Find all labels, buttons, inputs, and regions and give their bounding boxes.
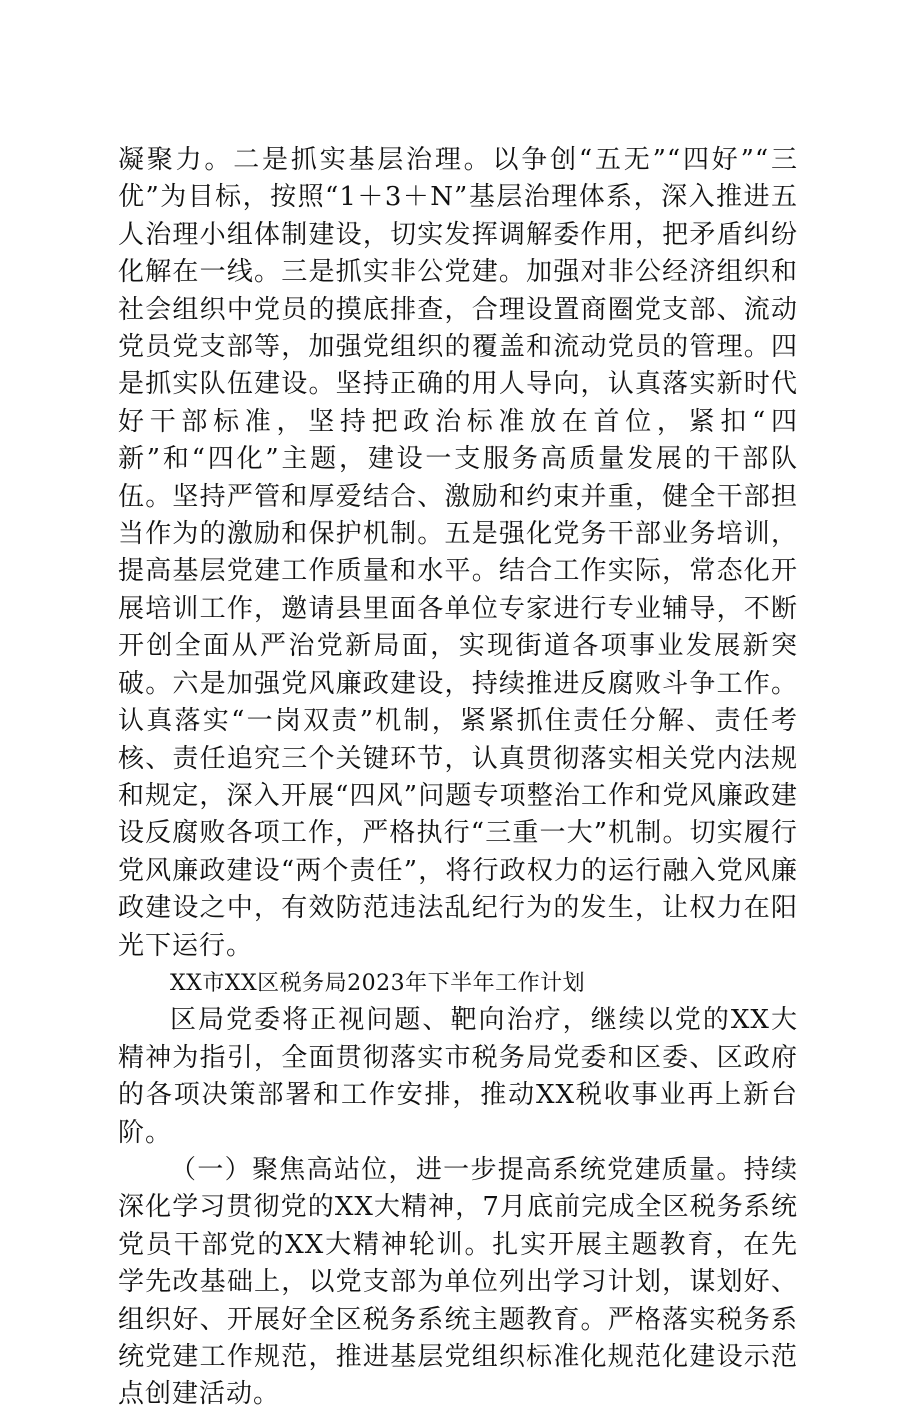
section-title: XX市XX区税务局2023年下半年工作计划 [170,970,586,996]
body-paragraph-item-1: （一）聚焦高站位，进一步提高系统党建质量。持续深化学习贯彻党的XX大精神，7月底前完成全区税务系统党员干部党的XX大精神轮训。扎实开展主题教育，在先学先改基础上，以党支部为单位列出学习计划，谋划好、组织好、开展好全区税务系统主题教育。严格落实税务系统党建工作规范，推进基层党组织标准化规范化建设示范点创建活动。 [118,1154,798,1410]
body-paragraph-intro: 区局党委将正视问题、靶向治疗，继续以党的XX大精神为指引，全面贯彻落实市税务局党委和区委、区政府的各项决策部署和工作安排，推动XX税收事业再上新台阶。 [118,1005,798,1148]
body-paragraph-continued: 凝聚力。二是抓实基层治理。以争创“五无”“四好”“三优”为目标，按照“1＋3＋N”基层治理体系，深入推进五人治理小组体制建设，切实发挥调解委作用，把矛盾纠纷化解在一线。三是抓实非公党建。加强对非公经济组织和社会组织中党员的摸底排查，合理设置商圈党支部、流动党员党支部等，加强党组织的覆盖和流动党员的管理。四是抓实队伍建设。坚持正确的用人导向，认真落实新时代好干部标准，坚持把政治标准放在首位，紧扣“四新”和“四化”主题，建设一支服务高质量发展的干部队伍。坚持严管和厚爱结合、激励和约束并重，健全干部担当作为的激励和保护机制。五是强化党务干部业务培训，提高基层党建工作质量和水平。结合工作实际，常态化开展培训工作，邀请县里面各单位专家进行专业辅导，不断开创全面从严治党新局面，实现街道各项事业发展新突破。六是加强党风廉政建设，持续推进反腐败斗争工作。认真落实“一岗双责”机制，紧紧抓住责任分解、责任考核、责任追究三个关键环节，认真贯彻落实相关党内法规和规定，深入开展“四风”问题专项整治工作和党风廉政建设反腐败各项工作，严格执行“三重一大”机制。切实履行党风廉政建设“两个责任”，将行政权力的运行融入党风廉政建设之中，有效防范违法乱纪行为的发生，让权力在阳光下运行。 [118,145,798,961]
document-page [118,142,798,1414]
